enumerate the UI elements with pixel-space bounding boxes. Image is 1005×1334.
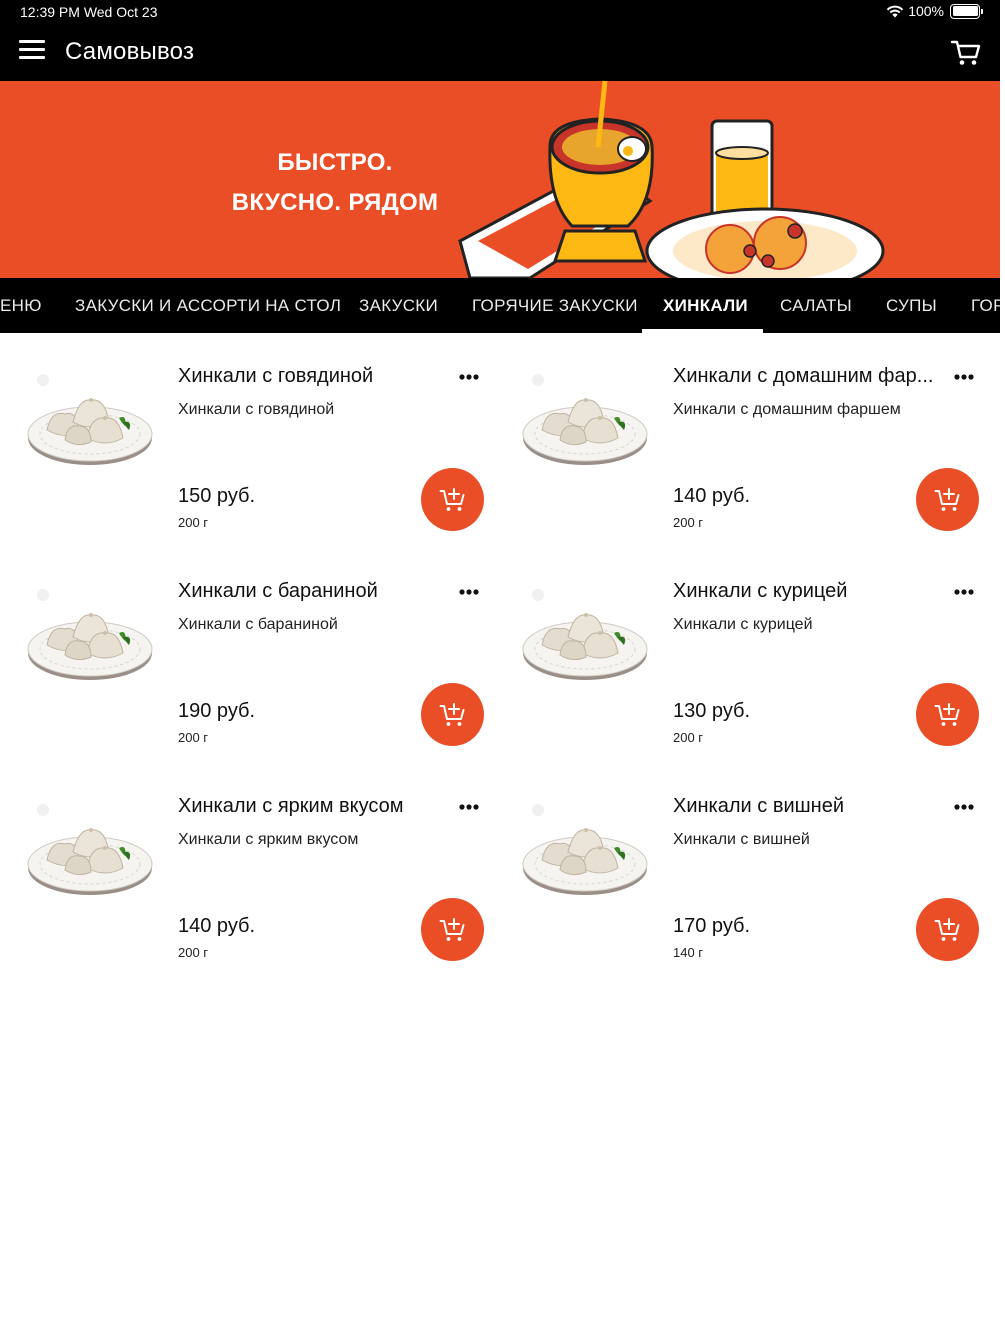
add-to-cart-icon	[439, 917, 467, 943]
add-to-cart-button[interactable]	[421, 468, 484, 531]
active-tab-indicator	[642, 329, 763, 333]
wifi-icon	[886, 4, 904, 18]
more-dots-icon[interactable]	[950, 580, 978, 604]
add-to-cart-icon	[934, 917, 962, 943]
product-price: 170 руб.	[673, 915, 751, 937]
tab-snacks[interactable]: ЗАКУСКИ	[359, 296, 438, 315]
tab-soups[interactable]: СУПЫ	[886, 296, 937, 315]
more-dots-icon[interactable]	[455, 580, 483, 604]
battery-icon	[950, 4, 980, 19]
top-bar	[0, 0, 1000, 81]
add-to-cart-button[interactable]	[916, 468, 979, 531]
khinkali-plate-icon	[520, 585, 650, 685]
product-card[interactable]	[495, 345, 990, 560]
battery-percent: 100%	[908, 3, 944, 19]
status-bar	[0, 0, 1000, 24]
tab-snacks-assorted[interactable]: ЗАКУСКИ И АССОРТИ НА СТОЛ	[75, 296, 342, 315]
add-to-cart-icon	[439, 487, 467, 513]
product-weight: 200 г	[178, 515, 209, 530]
khinkali-plate-icon	[520, 370, 650, 470]
banner-line-2: ВКУСНО. РЯДОМ	[231, 189, 439, 216]
tab-hot-snacks[interactable]: ГОРЯЧИЕ ЗАКУСКИ	[472, 296, 638, 315]
more-dots-icon[interactable]	[455, 365, 483, 389]
add-to-cart-button[interactable]	[421, 898, 484, 961]
more-dots-icon[interactable]	[455, 795, 483, 819]
product-weight: 200 г	[178, 730, 209, 745]
hamburger-menu-icon[interactable]	[19, 40, 47, 64]
product-description: Хинкали с бараниной	[178, 616, 338, 633]
product-card[interactable]	[0, 775, 495, 990]
tab-hot[interactable]: ГОР	[971, 296, 1005, 315]
add-to-cart-icon	[439, 702, 467, 728]
product-description: Хинкали с домашним фаршем	[673, 401, 901, 418]
product-name: Хинкали с бараниной	[178, 580, 378, 602]
add-to-cart-icon	[934, 487, 962, 513]
product-card[interactable]	[495, 775, 990, 990]
add-to-cart-icon	[934, 702, 962, 728]
product-weight: 200 г	[673, 730, 704, 745]
product-name: Хинкали с курицей	[673, 580, 848, 602]
add-to-cart-button[interactable]	[916, 898, 979, 961]
product-name: Хинкали с ярким вкусом	[178, 795, 404, 817]
food-illustration-icon	[450, 81, 850, 278]
tab-salads[interactable]: САЛАТЫ	[780, 296, 853, 315]
product-name: Хинкали с вишней	[673, 795, 845, 817]
khinkali-plate-icon	[520, 800, 650, 900]
add-to-cart-button[interactable]	[916, 683, 979, 746]
product-description: Хинкали с ярким вкусом	[178, 831, 359, 848]
khinkali-plate-icon	[25, 800, 155, 900]
product-price: 140 руб.	[673, 485, 751, 507]
status-time: 12:39 PM Wed Oct 23	[20, 4, 158, 20]
product-price: 130 руб.	[673, 700, 751, 722]
product-weight: 200 г	[673, 515, 704, 530]
product-weight: 200 г	[178, 945, 209, 960]
page-title: Самовывоз	[65, 38, 195, 65]
status-right	[886, 3, 980, 19]
tab-khinkali[interactable]: ХИНКАЛИ	[663, 296, 748, 315]
product-weight: 140 г	[673, 945, 704, 960]
add-to-cart-button[interactable]	[421, 683, 484, 746]
product-card[interactable]	[0, 345, 495, 560]
tab-menu[interactable]: ЕНЮ	[0, 296, 42, 315]
battery-fill	[953, 6, 978, 16]
khinkali-plate-icon	[25, 585, 155, 685]
more-dots-icon[interactable]	[950, 365, 978, 389]
product-card[interactable]	[0, 560, 495, 775]
category-tabs	[0, 278, 1005, 333]
promo-banner[interactable]	[0, 81, 1000, 278]
more-dots-icon[interactable]	[950, 795, 978, 819]
product-description: Хинкали с вишней	[673, 831, 810, 848]
product-description: Хинкали с курицей	[673, 616, 813, 633]
banner-line-1: БЫСТРО.	[277, 149, 393, 176]
product-name: Хинкали с домашним фар...	[673, 365, 934, 387]
cart-icon[interactable]	[950, 36, 982, 68]
product-price: 190 руб.	[178, 700, 256, 722]
product-price: 140 руб.	[178, 915, 256, 937]
product-price: 150 руб.	[178, 485, 256, 507]
product-description: Хинкали с говядиной	[178, 401, 335, 418]
product-card[interactable]	[495, 560, 990, 775]
product-name: Хинкали с говядиной	[178, 365, 374, 387]
khinkali-plate-icon	[25, 370, 155, 470]
banner-slogan	[220, 143, 450, 223]
